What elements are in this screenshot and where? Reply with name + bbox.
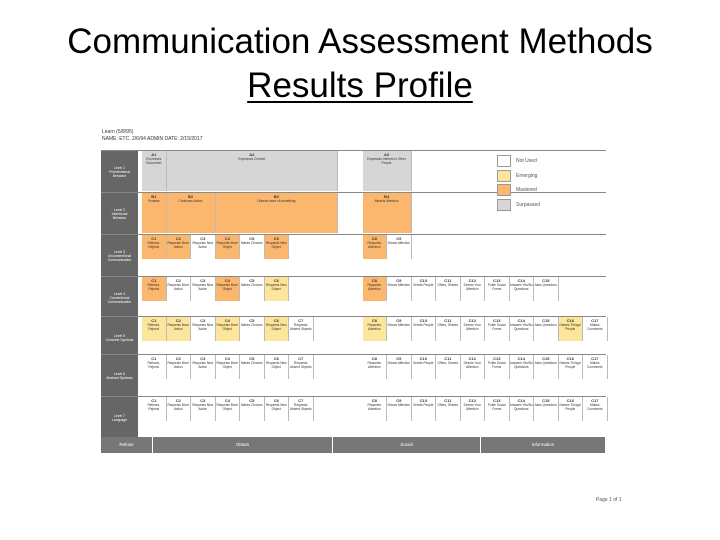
skill-code: C14 — [517, 318, 525, 323]
skill-code: A2 — [249, 152, 255, 157]
level-label-line: Level 6 — [114, 371, 125, 376]
skill-code: C10 — [419, 356, 427, 361]
level-row — [101, 276, 606, 318]
skill-cell — [142, 277, 167, 301]
skill-description: Requests Attention — [367, 360, 381, 369]
report-header-line1: Learn (5/8/95) — [102, 129, 134, 135]
skill-description: Answers Yes/No Questions — [509, 360, 533, 369]
skill-code: C9 — [396, 356, 402, 361]
skill-cell — [363, 397, 388, 421]
skill-cell — [167, 235, 192, 259]
skill-description: Obtains more of something — [257, 198, 296, 203]
skill-cell — [167, 397, 192, 421]
skill-code: B4 — [383, 194, 390, 199]
skill-description: Makes Comments — [587, 322, 603, 331]
level-label — [101, 235, 138, 276]
level-row — [101, 234, 606, 276]
skill-code: C7 — [298, 356, 304, 361]
skill-code: C5 — [249, 318, 255, 323]
level-label-line: Preintentional — [109, 169, 130, 174]
skill-code: C12 — [468, 318, 476, 323]
skill-description: Directs Your Attention — [463, 402, 481, 411]
skill-description: Requests More Object — [216, 402, 239, 411]
skill-description: Makes Choices — [240, 360, 263, 365]
page-number: Page 1 of 1 — [596, 497, 622, 503]
skill-description: Offers, Shares — [437, 282, 458, 287]
skill-code: C15 — [542, 318, 550, 323]
skill-cell — [583, 397, 608, 421]
skill-cell — [240, 355, 265, 379]
skill-description: Shows Affection — [387, 240, 411, 245]
skill-description: Requests New Action — [192, 322, 214, 331]
skill-description: Asks Questions — [534, 282, 557, 287]
skill-cell — [534, 317, 559, 341]
skill-description: Names Things/ People — [559, 322, 581, 331]
skill-description: Requests New Object — [265, 282, 287, 291]
skill-cell — [412, 317, 437, 341]
skill-description: Makes Comments — [587, 402, 603, 411]
skill-cell — [167, 277, 192, 301]
skill-description: Asks Questions — [534, 402, 557, 407]
skill-description: Directs Your Attention — [463, 322, 481, 331]
skill-code: C15 — [542, 356, 550, 361]
skill-description: Refuses, Rejects — [147, 322, 161, 331]
skill-cell — [240, 277, 265, 301]
level-label-line: Communication — [107, 299, 132, 304]
skill-code: C10 — [419, 398, 427, 403]
level-label-line: Level 1 — [114, 165, 125, 170]
skill-description: Refuses, Rejects — [147, 240, 161, 249]
skill-cell — [387, 355, 412, 379]
skill-description: Offers, Shares — [437, 322, 458, 327]
skill-code: A1 — [151, 152, 157, 157]
skill-cell — [461, 397, 486, 421]
skill-description: Requests New Action — [192, 360, 214, 369]
skill-cell — [436, 397, 461, 421]
skill-code: C5 — [249, 398, 255, 403]
skill-description: Greets People — [413, 282, 434, 287]
skill-code: C4 — [224, 318, 230, 323]
skill-description: Requests Attention — [367, 402, 381, 411]
report-header-line2: NAME: ETC. 2/6/94 ADMIN DATE: 2/15/2017 — [102, 136, 203, 142]
skill-cell — [142, 317, 167, 341]
skill-code: C8 — [371, 318, 377, 323]
skill-cell — [461, 355, 486, 379]
skill-cell — [289, 317, 314, 341]
skill-code: C12 — [468, 398, 476, 403]
skill-cell — [412, 277, 437, 301]
skill-description: Requests New Action — [192, 240, 214, 249]
skill-cell — [191, 277, 216, 301]
level-label-line: Language — [111, 417, 128, 422]
skill-description: Requests Attention — [367, 322, 381, 331]
level-label-line: Level 5 — [114, 333, 125, 338]
footer-category: Social — [333, 437, 481, 453]
skill-code: C3 — [200, 278, 206, 283]
skill-code: C5 — [249, 356, 255, 361]
legend-item — [497, 199, 559, 212]
skill-code: C3 — [200, 398, 206, 403]
skill-description: Requests More Action — [167, 240, 190, 249]
level-row — [101, 396, 606, 438]
skill-code: C16 — [566, 356, 574, 361]
skill-cell — [265, 355, 290, 379]
skill-code: C2 — [175, 356, 181, 361]
skill-cell — [240, 317, 265, 341]
skill-description: Refuses, Rejects — [147, 360, 161, 369]
skill-description: Polite Social Forms — [487, 282, 506, 291]
skill-cell — [363, 317, 388, 341]
skill-description: Requests New Object — [265, 240, 287, 249]
skill-cell — [461, 277, 486, 301]
legend-label: Emerging — [516, 173, 538, 179]
skill-description: Expresses Comfort — [238, 156, 266, 161]
skill-code: C3 — [200, 236, 206, 241]
skill-code: C11 — [444, 398, 452, 403]
skill-cell — [142, 355, 167, 379]
skill-cell — [583, 355, 608, 379]
level-label-line: Intentional — [111, 211, 128, 216]
skill-description: Requests Attention — [367, 282, 381, 291]
skill-cell — [461, 317, 486, 341]
skill-description: Greets People — [413, 360, 434, 365]
skill-description: Polite Social Forms — [487, 402, 506, 411]
skill-description: Shows Affection — [387, 322, 411, 327]
skill-code: B1 — [151, 194, 157, 199]
skill-code: C5 — [249, 278, 255, 283]
skill-code: C17 — [591, 356, 599, 361]
skill-description: Requests More Action — [167, 360, 190, 369]
skill-cell — [485, 317, 510, 341]
skill-description: Refuses, Rejects — [147, 402, 161, 411]
skill-code: C4 — [224, 236, 230, 241]
skill-code: C15 — [542, 398, 550, 403]
skill-cell — [216, 277, 241, 301]
skill-code: A3 — [383, 152, 390, 157]
skill-cell — [142, 151, 167, 191]
skill-description: Directs Your Attention — [463, 282, 481, 291]
legend-label: Mastered — [516, 187, 537, 193]
skill-code: C16 — [566, 398, 574, 403]
skill-code: B3 — [273, 194, 279, 199]
level-label-line: Behavior — [112, 173, 127, 178]
skill-cell — [436, 277, 461, 301]
skill-description: Makes Choices — [240, 402, 263, 407]
skill-cell — [436, 355, 461, 379]
skill-description: Shows Affection — [387, 402, 411, 407]
skill-description: Shows Affection — [387, 360, 411, 365]
skill-description: Requests More Action — [167, 402, 190, 411]
skill-description: Requests More Action — [167, 322, 190, 331]
skill-cell — [191, 397, 216, 421]
skill-description: Requests New Action — [192, 402, 214, 411]
skill-code: C6 — [273, 236, 279, 241]
skill-description: Requests More Object — [216, 282, 239, 291]
skill-cell — [167, 317, 192, 341]
skill-cell — [412, 397, 437, 421]
skill-cell — [510, 317, 535, 341]
skill-description: Expresses Interest In Other People — [367, 156, 406, 165]
skill-cell — [559, 317, 584, 341]
level-label — [101, 151, 138, 192]
level-label-line: Level 2 — [114, 207, 125, 212]
skill-description: Directs Your Attention — [463, 360, 481, 369]
level-row — [101, 354, 606, 396]
skill-cell — [559, 397, 584, 421]
skill-description: Shows Affection — [387, 282, 411, 287]
skill-description: Requests Attention — [367, 240, 381, 249]
skill-description: Answers Yes/No Questions — [509, 282, 533, 291]
level-label — [101, 355, 138, 396]
skill-code: C8 — [371, 236, 377, 241]
skill-cell — [167, 355, 192, 379]
legend-item — [497, 184, 559, 197]
skill-cell — [265, 397, 290, 421]
skill-code: C9 — [396, 398, 402, 403]
skill-cell — [191, 355, 216, 379]
skill-cell — [216, 355, 241, 379]
legend-item — [497, 155, 559, 168]
skill-description: Protests — [147, 198, 160, 203]
skill-cell — [289, 355, 314, 379]
skill-cell — [216, 317, 241, 341]
skill-code: C6 — [273, 398, 279, 403]
skill-code: C8 — [371, 398, 377, 403]
skill-cell — [387, 397, 412, 421]
skill-code: C6 — [273, 356, 279, 361]
skill-description: Requests New Action — [192, 282, 214, 291]
skill-cell — [216, 397, 241, 421]
skill-code: C9 — [396, 278, 402, 283]
skill-cell — [191, 235, 216, 259]
skill-description: Makes Comments — [587, 360, 603, 369]
skill-code: C2 — [175, 318, 181, 323]
skill-description: Names Things/ People — [559, 360, 581, 369]
skill-cell — [363, 277, 388, 301]
level-label-line: Concrete Symbols — [105, 337, 134, 342]
skill-description: Expresses Discomfort — [146, 156, 162, 165]
skill-description: Greets People — [413, 402, 434, 407]
skill-code: C11 — [444, 318, 452, 323]
skill-code: C8 — [371, 278, 377, 283]
skill-description: Makes Choices — [240, 282, 263, 287]
skill-cell — [387, 277, 412, 301]
skill-description: Offers, Shares — [437, 402, 458, 407]
skill-cell — [142, 235, 167, 259]
skill-cell — [510, 277, 535, 301]
skill-cell — [485, 277, 510, 301]
skill-description: Polite Social Forms — [487, 360, 506, 369]
skill-cell — [240, 235, 265, 259]
level-label-line: Level 7 — [114, 413, 125, 418]
level-label-line: Level 3 — [114, 249, 125, 254]
skill-code: C15 — [542, 278, 550, 283]
skill-cell — [142, 397, 167, 421]
skill-code: C1 — [151, 236, 157, 241]
skill-cell — [510, 397, 535, 421]
skill-cell — [289, 397, 314, 421]
skill-cell — [363, 355, 388, 379]
level-label — [101, 277, 138, 318]
skill-code: C17 — [591, 398, 599, 403]
skill-code: C12 — [468, 356, 476, 361]
skill-description: Requests More Object — [216, 322, 239, 331]
skill-cell — [142, 193, 167, 233]
skill-code: C3 — [200, 356, 206, 361]
skill-cell — [167, 151, 339, 191]
skill-description: Makes Choices — [240, 322, 263, 327]
level-label — [101, 193, 138, 234]
skill-cell — [363, 235, 388, 259]
skill-code: C9 — [396, 236, 402, 241]
skill-code: C17 — [591, 318, 599, 323]
legend-swatch — [497, 155, 511, 167]
legend-swatch — [497, 170, 511, 182]
skill-description: Offers, Shares — [437, 360, 458, 365]
skill-cell — [191, 317, 216, 341]
legend-label: Surpassed — [516, 202, 540, 208]
skill-code: C1 — [151, 278, 157, 283]
skill-code: B2 — [187, 194, 194, 199]
skill-cell — [363, 193, 412, 233]
skill-code: C10 — [419, 318, 427, 323]
footer-category: Information — [481, 437, 606, 453]
level-row — [101, 316, 606, 358]
legend-label: Not Used — [516, 158, 537, 164]
skill-code: C14 — [517, 356, 525, 361]
skill-code: C14 — [517, 398, 525, 403]
skill-description: Requests New Object — [265, 402, 287, 411]
skill-code: C14 — [517, 278, 525, 283]
skill-code: C6 — [273, 318, 279, 323]
skill-cell — [265, 317, 290, 341]
category-footer-bar — [101, 437, 606, 453]
skill-cell — [436, 317, 461, 341]
skill-code: C1 — [151, 356, 157, 361]
skill-cell — [216, 235, 241, 259]
skill-code: C3 — [200, 318, 206, 323]
skill-code: C1 — [151, 398, 157, 403]
skill-description: Answers Yes/No Questions — [509, 402, 533, 411]
skill-code: C2 — [175, 278, 181, 283]
skill-description: Greets People — [413, 322, 434, 327]
skill-code: C10 — [419, 278, 427, 283]
level-label-line: Level 4 — [114, 291, 125, 296]
skill-cell — [412, 355, 437, 379]
skill-cell — [510, 355, 535, 379]
skill-description: Refuses, Rejects — [147, 282, 161, 291]
skill-cell — [387, 317, 412, 341]
skill-code: C16 — [566, 318, 574, 323]
skill-cell — [534, 397, 559, 421]
skill-description: Continues Action — [178, 198, 203, 203]
skill-code: C6 — [273, 278, 279, 283]
skill-code: C2 — [175, 398, 181, 403]
skill-cell — [265, 277, 290, 301]
legend-item — [497, 170, 559, 183]
skill-code: C8 — [371, 356, 377, 361]
skill-code: C5 — [249, 236, 255, 241]
skill-description: Asks Questions — [534, 322, 557, 327]
slide-title-line2: Results Profile — [247, 66, 473, 105]
skill-description: Polite Social Forms — [487, 322, 506, 331]
skill-description: Attracts Attention — [374, 198, 399, 203]
skill-cell — [559, 355, 584, 379]
skill-cell — [387, 235, 412, 259]
skill-cell — [485, 355, 510, 379]
skill-cell — [167, 193, 216, 233]
level-label — [101, 397, 138, 438]
skill-description: Requests New Object — [265, 360, 287, 369]
level-label-line: Conventional — [109, 295, 130, 300]
skill-code: C4 — [224, 356, 230, 361]
skill-cell — [265, 235, 290, 259]
skill-code: C13 — [493, 398, 501, 403]
skill-description: Requests Absent Objects — [289, 322, 312, 331]
skill-description: Asks Questions — [534, 360, 557, 365]
skill-code: C1 — [151, 318, 157, 323]
skill-description: Answers Yes/No Questions — [509, 322, 533, 331]
skill-code: C7 — [298, 318, 304, 323]
skill-description: Requests More Object — [216, 360, 239, 369]
level-label-line: Abstract Symbols — [106, 375, 133, 380]
skill-code: C12 — [468, 278, 476, 283]
skill-code: C13 — [493, 278, 501, 283]
skill-code: C13 — [493, 318, 501, 323]
slide-title-line1: Communication Assessment Methods — [67, 22, 653, 61]
skill-code: C11 — [444, 278, 452, 283]
skill-code: C4 — [224, 398, 230, 403]
skill-code: C13 — [493, 356, 501, 361]
skill-code: C4 — [224, 278, 230, 283]
skill-description: Requests Absent Objects — [289, 360, 312, 369]
skill-cell — [583, 317, 608, 341]
skill-description: Requests More Object — [216, 240, 239, 249]
skill-cell — [534, 355, 559, 379]
level-label-line: Behavior — [112, 215, 127, 220]
skill-description: Requests Absent Objects — [289, 402, 312, 411]
legend-swatch — [497, 199, 511, 211]
legend-swatch — [497, 184, 511, 196]
level-label-line: Communication — [107, 257, 132, 262]
footer-category: Refuse — [101, 437, 153, 453]
skill-description: Requests More Action — [167, 282, 190, 291]
skill-cell — [534, 277, 559, 301]
skill-cell — [485, 397, 510, 421]
level-label-line: Unconventional — [107, 253, 132, 258]
skill-code: C2 — [175, 236, 181, 241]
footer-category: Obtain — [153, 437, 333, 453]
skill-code: C9 — [396, 318, 402, 323]
skill-description: Names Things/ People — [559, 402, 581, 411]
skill-cell — [216, 193, 339, 233]
skill-description: Makes Choices — [240, 240, 263, 245]
skill-code: C11 — [444, 356, 452, 361]
skill-code: C7 — [298, 398, 304, 403]
level-label — [101, 317, 138, 358]
skill-cell — [363, 151, 412, 191]
skill-cell — [240, 397, 265, 421]
skill-description: Requests New Object — [265, 322, 287, 331]
